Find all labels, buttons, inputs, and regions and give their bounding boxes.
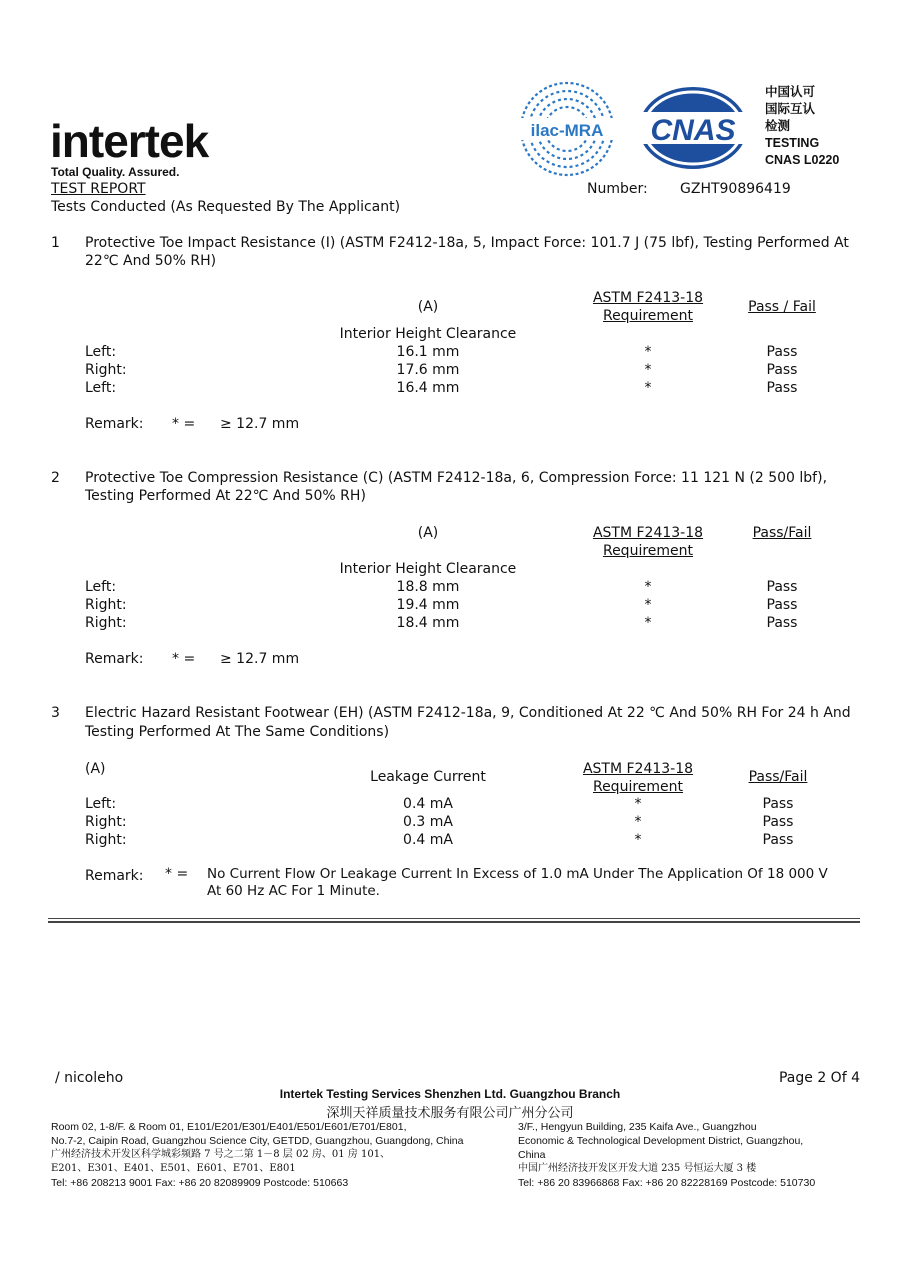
footer-address-right <box>518 1120 815 1190</box>
row-requirement: * <box>644 579 652 595</box>
column-subheader: Interior Height Clearance <box>339 561 517 577</box>
section-number: 3 <box>51 705 60 721</box>
row-value: 18.4 mm <box>396 615 460 631</box>
row-requirement: * <box>634 832 642 848</box>
remark-text: At 60 Hz AC For 1 Minute. <box>207 883 380 899</box>
row-result: Pass <box>762 814 794 830</box>
cnas-logo <box>636 84 750 172</box>
divider <box>48 921 860 923</box>
row-requirement: * <box>644 597 652 613</box>
ilac-mra-text: ilac-MRA <box>530 121 604 140</box>
row-requirement: * <box>644 362 652 378</box>
address-line: 中国广州经济技开发区开发大道 235 号恒运大厦 3 楼 <box>518 1163 757 1174</box>
row-side: Right: <box>85 615 127 631</box>
column-header-a: (A) <box>417 299 439 315</box>
row-side: Left: <box>85 344 117 360</box>
column-header-leakage-current: Leakage Current <box>370 769 486 785</box>
row-value: 17.6 mm <box>396 362 460 378</box>
signer: / nicoleho <box>55 1070 124 1086</box>
column-header-a: (A) <box>417 525 439 541</box>
row-requirement: * <box>634 796 642 812</box>
row-requirement: * <box>644 380 652 396</box>
cnas-text: CNAS <box>650 114 736 147</box>
column-header-pass-fail: Pass / Fail <box>748 299 816 315</box>
page-number: Page 2 Of 4 <box>778 1070 860 1086</box>
contact-line: Tel: +86 20 83966868 Fax: +86 20 82228169 Postcode: 510730 <box>518 1177 816 1189</box>
address-line: No.7-2, Caipin Road, Guangzhou Science City, GETDD, Guangzhou, Guangdong, China <box>51 1135 464 1147</box>
row-value: 0.4 mA <box>403 796 453 812</box>
divider <box>48 918 860 919</box>
company-name-cn: 深圳天祥质量技术服务有限公司广州分公司 <box>326 1106 574 1121</box>
cnas-line: 国际互认 <box>765 102 816 116</box>
row-side: Right: <box>85 362 127 378</box>
remark-text: ≥ 12.7 mm <box>220 651 300 667</box>
remark-label: Remark: <box>85 868 144 884</box>
cnas-line: TESTING <box>765 136 820 150</box>
ilac-mra-seal <box>517 80 617 178</box>
company-name-en: Intertek Testing Services Shenzhen Ltd. Guangzhou Branch <box>279 1087 621 1101</box>
row-side: Right: <box>85 814 127 830</box>
number-label: Number: <box>587 181 648 197</box>
row-result: Pass <box>762 832 794 848</box>
cnas-line: 中国认可 <box>765 85 816 99</box>
remark-text: No Current Flow Or Leakage Current In Excess of 1.0 mA Under The Application Of 18 000 V <box>207 866 828 882</box>
report-title: TEST REPORT <box>51 181 146 197</box>
column-header-requirement: Requirement <box>602 543 694 559</box>
row-requirement: * <box>644 615 652 631</box>
column-header-pass-fail: Pass/Fail <box>748 769 808 785</box>
row-result: Pass <box>766 362 798 378</box>
column-header-requirement: Requirement <box>602 308 694 324</box>
column-header-requirement: ASTM F2413-18 <box>582 761 694 777</box>
column-header-pass-fail: Pass/Fail <box>752 525 812 541</box>
section-title: Protective Toe Compression Resistance (C) (ASTM F2412-18a, 6, Compression Force: 11 121 N (2 500 lbf), <box>85 470 828 486</box>
row-result: Pass <box>766 579 798 595</box>
section-number: 1 <box>51 235 60 251</box>
remark-star: * = <box>172 651 196 667</box>
remark-label: Remark: <box>85 416 144 432</box>
row-side: Left: <box>85 579 117 595</box>
remark-star: * = <box>165 866 189 882</box>
section-title: Protective Toe Impact Resistance (I) (ASTM F2412-18a, 5, Impact Force: 101.7 J (75 lbf), Testing Performed At <box>85 235 849 251</box>
remark-star: * = <box>172 416 196 432</box>
section-title: Testing Performed At The Same Conditions) <box>85 724 390 740</box>
footer-address-left <box>51 1120 463 1190</box>
remark-label: Remark: <box>85 651 144 667</box>
row-value: 16.4 mm <box>396 380 460 396</box>
row-requirement: * <box>644 344 652 360</box>
row-side: Right: <box>85 832 127 848</box>
address-line: Room 02, 1-8/F. & Room 01, E101/E201/E301/E401/E501/E601/E701/E801, <box>51 1121 407 1133</box>
row-value: 18.8 mm <box>396 579 460 595</box>
report-number: GZHT90896419 <box>680 181 791 197</box>
cnas-accreditation-text <box>765 84 839 169</box>
address-line: E201、E301、E401、E501、E601、E701、E801 <box>51 1163 296 1174</box>
column-header-requirement: ASTM F2413-18 <box>592 525 704 541</box>
cnas-line: 检测 <box>765 119 791 133</box>
contact-line: Tel: +86 208213 9001 Fax: +86 20 82089909 Postcode: 510663 <box>51 1177 349 1189</box>
column-subheader: Interior Height Clearance <box>339 326 517 342</box>
row-side: Right: <box>85 597 127 613</box>
column-header-requirement: ASTM F2413-18 <box>592 290 704 306</box>
column-header-requirement: Requirement <box>592 779 684 795</box>
row-value: 19.4 mm <box>396 597 460 613</box>
row-value: 0.4 mA <box>403 832 453 848</box>
section-title: Testing Performed At 22℃ And 50% RH) <box>85 488 366 504</box>
row-value: 0.3 mA <box>403 814 453 830</box>
row-requirement: * <box>634 814 642 830</box>
row-result: Pass <box>762 796 794 812</box>
address-line: 广州经济技术开发区科学城彩频路 7 号之二第 1－8 层 02 房、01 房 101、 <box>51 1149 391 1160</box>
address-line: China <box>518 1149 546 1161</box>
remark-text: ≥ 12.7 mm <box>220 416 300 432</box>
row-result: Pass <box>766 380 798 396</box>
logo-tagline: Total Quality. Assured. <box>51 165 180 179</box>
cnas-line: CNAS L0220 <box>765 153 840 167</box>
section-title: 22℃ And 50% RH) <box>85 253 217 269</box>
row-result: Pass <box>766 344 798 360</box>
row-side: Left: <box>85 380 117 396</box>
row-result: Pass <box>766 597 798 613</box>
section-number: 2 <box>51 470 60 486</box>
row-value: 16.1 mm <box>396 344 460 360</box>
intertek-logo: intertek <box>50 115 209 167</box>
row-side: Left: <box>85 796 117 812</box>
section-title: Electric Hazard Resistant Footwear (EH) (ASTM F2412-18a, 9, Conditioned At 22 ℃ And 50% RH For 24 h And <box>85 705 851 721</box>
address-line: Economic & Technological Development District, Guangzhou, <box>518 1135 804 1147</box>
report-subtitle: Tests Conducted (As Requested By The Applicant) <box>51 199 401 215</box>
row-result: Pass <box>766 615 798 631</box>
column-header-a: (A) <box>85 761 106 777</box>
address-line: 3/F., Hengyun Building, 235 Kaifa Ave., Guangzhou <box>518 1121 757 1133</box>
